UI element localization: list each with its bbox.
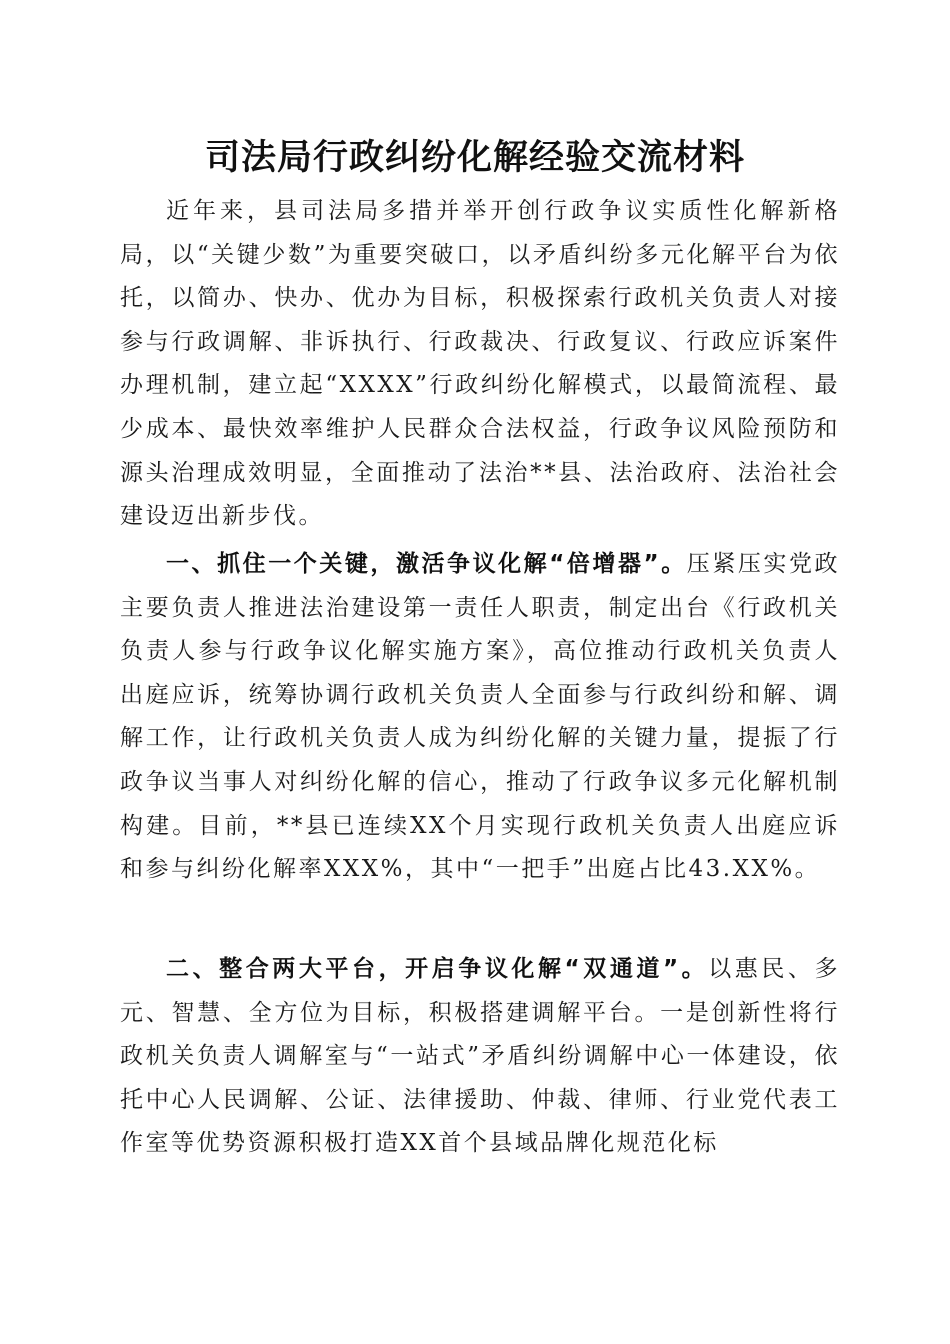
section-2-heading: 二、整合两大平台，开启争议化解“双通道”。 <box>166 956 709 982</box>
document-title: 司法局行政纠纷化解经验交流材料 <box>204 137 745 178</box>
section-2-paragraph <box>120 948 840 1166</box>
section-1-paragraph <box>120 543 840 892</box>
section-1-body: 压紧压实党政主要负责人推进法治建设第一责任人职责，制定出台《行政机关负责人参与行政争议化解实施方案》，高位推动行政机关负责人出庭应诉，统筹协调行政机关负责人全面参与行政纠纷和解、调解工作，让行政机关负责人成为纠纷化解的关键力量，提振了行政争议当事人对纠纷化解的信心，推动了行政争议多元化解机制构建。目前，**县已连续XX个月实现行政机关负责人出庭应诉和参与纠纷化解率XXX%，其中“一把手”出庭占比43.XX%。 <box>120 551 841 883</box>
section-2-body: 以惠民、多元、智慧、全方位为目标，积极搭建调解平台。一是创新性将行政机关负责人调解室与“一站式”矛盾纠纷调解中心一体建设，依托中心人民调解、公证、法律援助、仲裁、律师、行业党代表工作室等优势资源积极打造XX首个县域品牌化规范化标 <box>120 956 841 1157</box>
section-1-heading: 一、抓住一个关键，激活争议化解“倍增器”。 <box>166 551 687 577</box>
intro-paragraph: 近年来，县司法局多措并举开创行政争议实质性化解新格局，以“关键少数”为重要突破口，以矛盾纠纷多元化解平台为依托，以简办、快办、优办为目标，积极探索行政机关负责人对接参与行政调解、非诉执行、行政裁决、行政复议、行政应诉案件办理机制，建立起“XXXX”行政纠纷化解模式，以最简流程、最少成本、最快效率维护人民群众合法权益，行政争议风险预防和源头治理成效明显，全面推动了法治**县、法治政府、法治社会建设迈出新步伐。 <box>120 198 840 530</box>
